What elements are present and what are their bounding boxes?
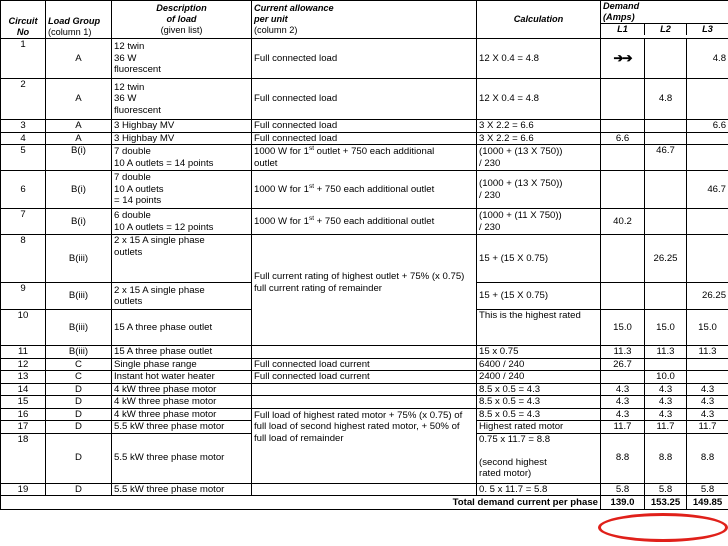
demand-l2: 4.3	[645, 383, 687, 396]
circuit-no: 18	[1, 433, 46, 483]
demand-l2: 15.0	[645, 310, 687, 346]
header-demand: Demand (Amps) L1 L2 L3	[601, 1, 728, 39]
demand-l3	[687, 209, 728, 235]
demand-l1: 11.7	[601, 421, 645, 434]
description: 4 kW three phase motor	[112, 408, 252, 421]
demand-l3: 4.8	[687, 39, 728, 79]
circuit-no: 11	[1, 346, 46, 359]
circuit-no: 2	[1, 79, 46, 120]
load-group: B(iii)	[46, 310, 112, 346]
total-row	[1, 496, 728, 510]
demand-l2: 11.7	[645, 421, 687, 434]
circuit-no: 6	[1, 171, 46, 209]
calculation: Highest rated motor	[477, 421, 601, 434]
demand-l1: 11.3	[601, 346, 645, 359]
demand-l1	[601, 371, 645, 384]
demand-l2	[645, 209, 687, 235]
calculation: (1000 + (11 X 750)) / 230	[477, 209, 601, 235]
allowance	[252, 483, 477, 496]
description: 4 kW three phase motor	[112, 396, 252, 409]
demand-l2	[645, 39, 687, 79]
description: 5.5 kW three phase motor	[112, 433, 252, 483]
table-row	[1, 39, 728, 79]
circuit-no: 19	[1, 483, 46, 496]
demand-l1	[601, 283, 645, 310]
description: 6 double 10 A outlets = 12 points	[112, 209, 252, 235]
demand-l1: 8.8	[601, 433, 645, 483]
load-group: B(i)	[46, 209, 112, 235]
calculation: 6400 / 240	[477, 358, 601, 371]
circuit-no: 8	[1, 235, 46, 283]
demand-l1	[601, 171, 645, 209]
calculation: 2400 / 240	[477, 371, 601, 384]
description: 3 Highbay MV	[112, 132, 252, 145]
header-calculation: Calculation	[477, 1, 601, 39]
allowance: Full connected load	[252, 39, 477, 79]
table-row	[1, 79, 728, 120]
demand-l2: 4.8	[645, 79, 687, 120]
allowance: Full connected load	[252, 79, 477, 120]
calculation: (1000 + (13 X 750)) / 230	[477, 171, 601, 209]
table-row	[1, 358, 728, 371]
demand-l1: 40.2	[601, 209, 645, 235]
demand-l2: 11.3	[645, 346, 687, 359]
table-row	[1, 120, 728, 133]
table-row	[1, 383, 728, 396]
load-group: D	[46, 383, 112, 396]
table-row	[1, 145, 728, 171]
header-circuit-no: Circuit No	[1, 1, 46, 39]
allowance-motors: Full load of highest rated motor + 75% (x 0.75) of full load of second highest rated motor, + 50% of full load of remainder	[252, 408, 477, 483]
description: 7 double 10 A outlets = 14 points	[112, 171, 252, 209]
circuit-no: 14	[1, 383, 46, 396]
load-group: D	[46, 433, 112, 483]
highlight-oval	[598, 513, 728, 542]
circuit-no: 9	[1, 283, 46, 310]
table-row	[1, 171, 728, 209]
allowance	[252, 383, 477, 396]
allowance: Full connected load current	[252, 371, 477, 384]
calculation: 12 X 0.4 = 4.8	[477, 79, 601, 120]
circuit-no: 13	[1, 371, 46, 384]
allowance-outlets: Full current rating of highest outlet + 75% (x 0.75) full current rating of remainder	[252, 235, 477, 346]
header-l1: L1	[617, 24, 628, 34]
demand-l3	[687, 145, 728, 171]
load-group: C	[46, 358, 112, 371]
load-group: B(iii)	[46, 283, 112, 310]
load-group: D	[46, 396, 112, 409]
total-l1: 139.0	[601, 496, 645, 510]
calculation: 3 X 2.2 = 6.6	[477, 120, 601, 133]
description: 3 Highbay MV	[112, 120, 252, 133]
total-label: Total demand current per phase	[1, 496, 601, 510]
description: Instant hot water heater	[112, 371, 252, 384]
demand-l2: 10.0	[645, 371, 687, 384]
demand-l3: 6.6	[687, 120, 728, 133]
circuit-no: 5	[1, 145, 46, 171]
demand-l1: 4.3	[601, 383, 645, 396]
allowance: Full connected load	[252, 132, 477, 145]
circuit-no: 12	[1, 358, 46, 371]
description: 4 kW three phase motor	[112, 383, 252, 396]
table-row	[1, 132, 728, 145]
arrow-icon: ➔➔	[601, 39, 645, 79]
table-row	[1, 396, 728, 409]
calculation: 8.5 x 0.5 = 4.3	[477, 396, 601, 409]
calculation: (1000 + (13 X 750)) / 230	[477, 145, 601, 171]
header-row	[1, 1, 728, 39]
allowance: 1000 W for 1st outlet + 750 each additional outlet	[252, 145, 477, 171]
demand-l1: 15.0	[601, 310, 645, 346]
demand-l3: 4.3	[687, 396, 728, 409]
demand-l3: 11.3	[687, 346, 728, 359]
demand-l2	[645, 132, 687, 145]
load-group: B(i)	[46, 145, 112, 171]
calculation: 15 + (15 X 0.75)	[477, 283, 601, 310]
demand-l2: 4.3	[645, 408, 687, 421]
description: Single phase range	[112, 358, 252, 371]
demand-l3: 15.0	[687, 310, 728, 346]
demand-l2	[645, 283, 687, 310]
demand-l2: 5.8	[645, 483, 687, 496]
circuit-no: 4	[1, 132, 46, 145]
calculation: 0.75 x 11.7 = 8.8 (second highest rated motor)	[477, 433, 601, 483]
demand-l3	[687, 79, 728, 120]
description: 15 A three phase outlet	[112, 310, 252, 346]
calculation: 8.5 x 0.5 = 4.3	[477, 383, 601, 396]
calculation: This is the highest rated	[477, 310, 601, 346]
description: 5.5 kW three phase motor	[112, 421, 252, 434]
demand-l2	[645, 120, 687, 133]
load-group: B(iii)	[46, 346, 112, 359]
demand-l2	[645, 171, 687, 209]
circuit-no: 10	[1, 310, 46, 346]
demand-l3	[687, 132, 728, 145]
table-row	[1, 408, 728, 421]
total-l3: 149.85	[687, 496, 728, 510]
demand-l2: 8.8	[645, 433, 687, 483]
demand-l3: 11.7	[687, 421, 728, 434]
calculation: 0. 5 x 11.7 = 5.8	[477, 483, 601, 496]
load-group: D	[46, 483, 112, 496]
header-current-allowance: Current allowance per unit (column 2)	[252, 1, 477, 39]
circuit-no: 17	[1, 421, 46, 434]
demand-l1: 5.8	[601, 483, 645, 496]
circuit-no: 7	[1, 209, 46, 235]
load-group: C	[46, 371, 112, 384]
description: 15 A three phase outlet	[112, 346, 252, 359]
load-group: A	[46, 79, 112, 120]
demand-l1	[601, 79, 645, 120]
header-load-group: Load Group (column 1)	[46, 1, 112, 39]
demand-l3	[687, 371, 728, 384]
demand-l3: 8.8	[687, 433, 728, 483]
table-row	[1, 483, 728, 496]
calculation: 15 + (15 X 0.75)	[477, 235, 601, 283]
demand-l3	[687, 358, 728, 371]
allowance: 1000 W for 1st + 750 each additional outlet	[252, 171, 477, 209]
header-description: Description of load (given list)	[112, 1, 252, 39]
calculation: 3 X 2.2 = 6.6	[477, 132, 601, 145]
allowance	[252, 346, 477, 359]
demand-l1: 6.6	[601, 132, 645, 145]
load-group: D	[46, 421, 112, 434]
calculation: 8.5 x 0.5 = 4.3	[477, 408, 601, 421]
demand-l1: 26.7	[601, 358, 645, 371]
demand-l3: 4.3	[687, 408, 728, 421]
allowance	[252, 396, 477, 409]
allowance: Full connected load current	[252, 358, 477, 371]
header-l3: L3	[686, 24, 728, 35]
header-l2: L2	[644, 24, 686, 35]
table-row	[1, 346, 728, 359]
demand-l1	[601, 120, 645, 133]
description: 7 double 10 A outlets = 14 points	[112, 145, 252, 171]
demand-l3: 26.25	[687, 283, 728, 310]
load-group: B(iii)	[46, 235, 112, 283]
allowance: 1000 W for 1st + 750 each additional outlet	[252, 209, 477, 235]
description: 12 twin 36 W fluorescent	[112, 79, 252, 120]
demand-l1: 4.3	[601, 396, 645, 409]
load-group: A	[46, 132, 112, 145]
description: 12 twin 36 W fluorescent	[112, 39, 252, 79]
demand-l3: 5.8	[687, 483, 728, 496]
description: 2 x 15 A single phase outlets	[112, 235, 252, 283]
demand-l2: 46.7	[645, 145, 687, 171]
demand-l1: 4.3	[601, 408, 645, 421]
circuit-no: 16	[1, 408, 46, 421]
calculation: 12 X 0.4 = 4.8	[477, 39, 601, 79]
calculation: 15 x 0.75	[477, 346, 601, 359]
table-row	[1, 209, 728, 235]
circuit-no: 1	[1, 39, 46, 79]
table-row	[1, 235, 728, 283]
demand-l3	[687, 235, 728, 283]
demand-l3: 4.3	[687, 383, 728, 396]
demand-l2: 4.3	[645, 396, 687, 409]
demand-l3: 46.7	[687, 171, 728, 209]
description: 2 x 15 A single phase outlets	[112, 283, 252, 310]
load-group: D	[46, 408, 112, 421]
allowance: Full connected load	[252, 120, 477, 133]
demand-l1	[601, 145, 645, 171]
demand-l1	[601, 235, 645, 283]
circuit-no: 3	[1, 120, 46, 133]
load-group: A	[46, 39, 112, 79]
total-l2: 153.25	[645, 496, 687, 510]
table-row	[1, 371, 728, 384]
circuit-no: 15	[1, 396, 46, 409]
load-group: B(i)	[46, 171, 112, 209]
description: 5.5 kW three phase motor	[112, 483, 252, 496]
load-group: A	[46, 120, 112, 133]
demand-l2: 26.25	[645, 235, 687, 283]
demand-l2	[645, 358, 687, 371]
